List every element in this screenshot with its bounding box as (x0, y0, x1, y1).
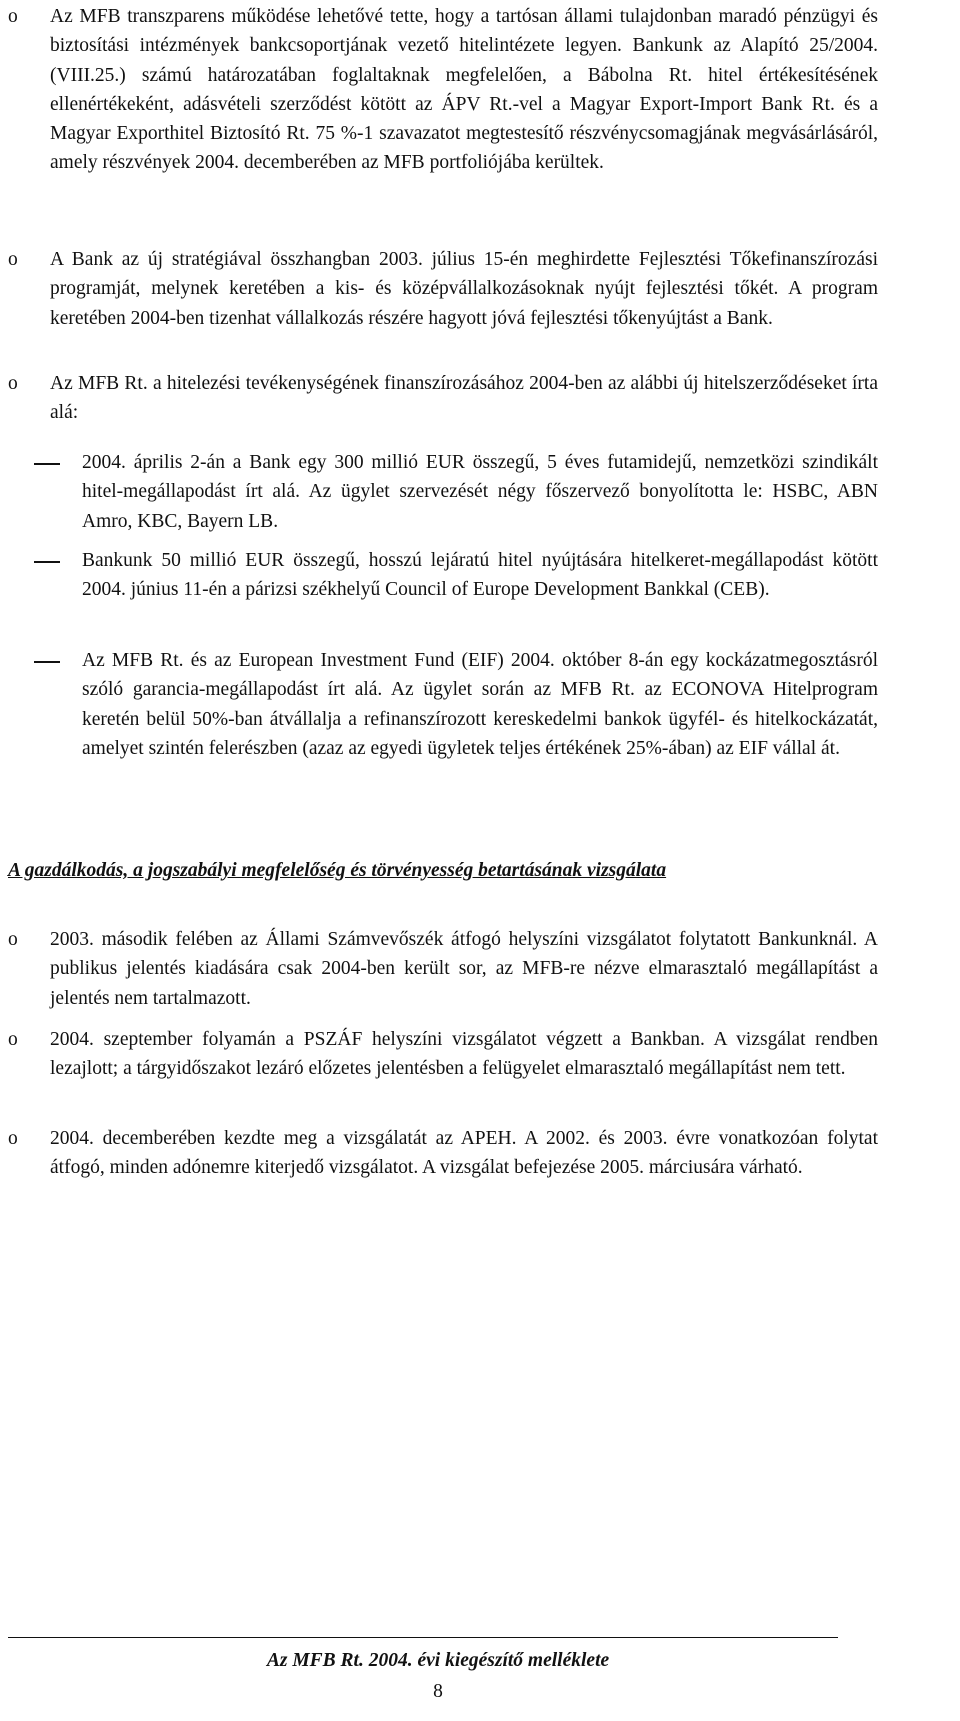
dash-item-text: Bankunk 50 millió EUR összegű, hosszú lejáratú hitel nyújtására hitelkeret-megállapodást kötött 2004. június 11-én a párizsi székhelyű Council of Europe Development Bankkal (CEB). (82, 550, 878, 601)
footer-title: Az MFB Rt. 2004. évi kiegészítő melléklete (266, 1650, 610, 1671)
bullet-item-apeh-audit (8, 1124, 878, 1183)
bullet-item-loan-agreements (8, 369, 878, 428)
bullet-marker: o (8, 249, 18, 270)
dash-item-eif-guarantee (34, 646, 878, 763)
dash-item-text: Az MFB Rt. és az European Investment Fund (EIF) 2004. október 8-án egy kockázatmegosztásról szóló garancia-megállapodást írt alá. Az ügylet során az MFB Rt. az ECONOVA Hitelprogram keretén belül 50%-ban átvállalja a refinanszírozott kereskedelmi bankok ügyfél- és hitelkockázatát, amelyet szintén felerészben (azaz az egyedi ügyletek teljes értékének 25%-ában) az EIF vállal át. (82, 650, 878, 759)
dash-item-ceb-loan (34, 546, 878, 605)
bullet-marker: o (8, 929, 18, 950)
bullet-text: 2004. decemberében kezdte meg a vizsgálatát az APEH. A 2002. és 2003. évre vonatkozóan folytat átfogó, minden adónemre kiterjedő vizsgálatot. A vizsgálat befejezése 2005. márciusára várható. (50, 1128, 878, 1179)
dash-marker (34, 661, 60, 663)
dash-marker (34, 561, 60, 563)
bullet-text: Az MFB transzparens működése lehetővé tette, hogy a tartósan állami tulajdonban maradó pénzügyi és biztosítási intézmények bankcsoportjának vezető hitelintézete legyen. Bankunk az Alapító 25/2004. (VIII.25.) számú határozatában foglaltaknak megfelelően, a Bábolna Rt. hitel értékesítésének ellenértékeként, adásvételi szerződést kötött az ÁPV Rt.-vel a Magyar Export-Import Bank Rt. és a Magyar Exporthitel Biztosító Rt. 75 %-1 szavazatot megtestesítő részvénycsomagjának megvásárlásáról, amely részvények 2004. decemberében az MFB portfoliójába kerültek. (50, 6, 878, 174)
bullet-text: 2004. szeptember folyamán a PSZÁF helyszíni vizsgálatot végzett a Bankban. A vizsgálat rendben lezajlott; a tárgyidőszakot lezáró előzetes jelentésben a felügyelet elmarasztaló megállapítást nem tett. (50, 1029, 878, 1080)
dash-marker (34, 463, 60, 465)
bullet-text: Az MFB Rt. a hitelezési tevékenységének finanszírozásához 2004-ben az alábbi új hitelszerződéseket írta alá: (50, 373, 878, 424)
bullet-item-strategy (8, 245, 878, 333)
bullet-item-pszaf-audit (8, 1025, 878, 1084)
section-heading: A gazdálkodás, a jogszabályi megfelelőség és törvényesség betartásának vizsgálata (8, 860, 667, 881)
dash-item-text: 2004. április 2-án a Bank egy 300 millió EUR összegű, 5 éves futamidejű, nemzetközi szindikált hitel-megállapodást írt alá. Az ügylet szervezését négy főszervező bonyolította le: HSBC, ABN Amro, KBC, Bayern LB. (82, 452, 878, 532)
bullet-marker: o (8, 373, 18, 394)
footer-divider (8, 1637, 838, 1638)
bullet-marker: o (8, 1128, 18, 1149)
bullet-marker: o (8, 6, 18, 27)
bullet-marker: o (8, 1029, 18, 1050)
dash-item-syndicated-loan (34, 448, 878, 536)
bullet-item-mfb-transparency (8, 2, 878, 178)
bullet-text: 2003. második felében az Állami Számvevőszék átfogó helyszíni vizsgálatot folytatott Bankunknál. A publikus jelentés kiadására csak 2004-ben került sor, az MFB-re nézve elmarasztaló megállapítást a jelentés nem tartalmazott. (50, 929, 878, 1009)
bullet-text: A Bank az új stratégiával összhangban 2003. július 15-én meghirdette Fejlesztési Tőkefinanszírozási programját, melynek keretében a kis- és középvállalkozásoknak nyújt fejlesztési tőkét. A program keretében 2004-ben tizenhat vállalkozás részére hagyott jóvá fejlesztési tőkenyújtást a Bank. (50, 249, 878, 329)
page-number: 8 (433, 1681, 443, 1702)
bullet-item-asz-audit (8, 925, 878, 1013)
